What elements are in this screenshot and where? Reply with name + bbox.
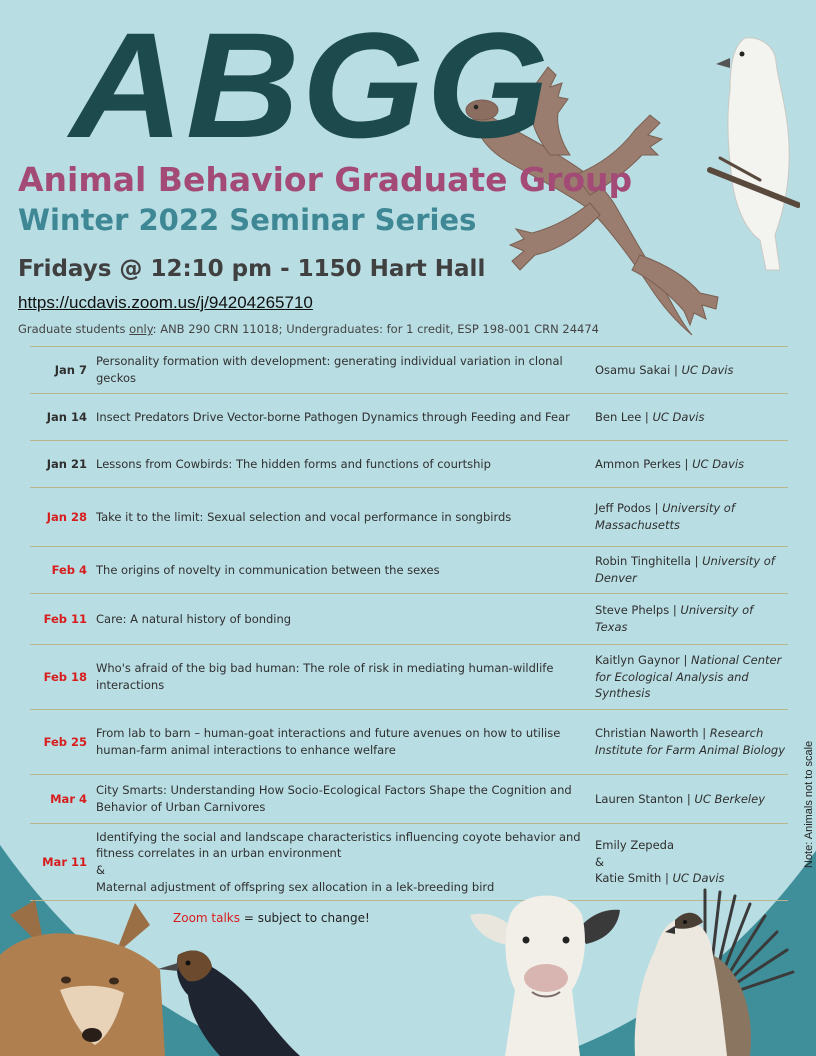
- speaker: Osamu Sakai | UC Davis: [595, 362, 734, 377]
- schedule-row: [30, 440, 788, 487]
- speaker: Robin Tinghitella | University of Denver: [595, 554, 775, 585]
- talk-date: Feb 18: [43, 669, 87, 684]
- talk-date: Feb 4: [51, 562, 87, 577]
- schedule-row: [30, 709, 788, 774]
- talk-title: From lab to barn – human-goat interactions and future avenues on how to utilise human-farm animal interactions to enhance welfare: [96, 726, 561, 757]
- speaker-name: Robin Tinghitella: [595, 554, 691, 569]
- talk-date: Jan 14: [46, 409, 87, 424]
- schedule-row: [30, 546, 788, 593]
- schedule-row: [30, 487, 788, 546]
- speaker: Jeff Podos | University of Massachusetts: [595, 501, 735, 532]
- speaker-affiliation: National Center for Ecological Analysis and Synthesis: [595, 652, 782, 701]
- speaker-affiliation: UC Davis: [681, 362, 734, 377]
- talk-title: Who's afraid of the big bad human: The role of risk in mediating human-wildlife interactions: [96, 661, 554, 692]
- talk-title: The origins of novelty in communication between the sexes: [96, 562, 440, 577]
- speaker-name: Lauren Stanton: [595, 791, 684, 806]
- talk-date: Jan 21: [46, 456, 87, 471]
- schedule-row: [30, 774, 788, 823]
- talk-title: City Smarts: Understanding How Socio-Ecological Factors Shape the Cognition and Behavior of Urban Carnivores: [96, 783, 572, 814]
- speaker: Steve Phelps | University of Texas: [595, 603, 754, 634]
- speaker-name: Osamu Sakai: [595, 362, 671, 377]
- speaker-affiliation: UC Davis: [692, 456, 745, 471]
- speaker-name: Jeff Podos: [595, 501, 651, 516]
- talk-date: Jan 7: [54, 362, 87, 377]
- speaker-affiliation: UC Davis: [672, 871, 725, 886]
- zoom-link[interactable]: https://ucdavis.zoom.us/j/94204265710: [18, 293, 313, 312]
- talk-title-amp: &: [96, 863, 105, 877]
- speaker-affiliation: UC Berkeley: [694, 791, 766, 806]
- talk-date: Feb 11: [43, 611, 87, 626]
- talk-date: Mar 4: [50, 791, 87, 806]
- speaker: Kaitlyn Gaynor | National Center for Ecological Analysis and Synthesis: [595, 652, 782, 701]
- speaker-name: Steve Phelps: [595, 603, 670, 618]
- schedule-row: [30, 393, 788, 440]
- footnote-rest: = subject to change!: [240, 911, 370, 925]
- speaker: Christian Naworth | Research Institute for Farm Animal Biology: [595, 726, 786, 757]
- goat-icon: [460, 870, 630, 1056]
- talk-title-a: Identifying the social and landscape characteristics influencing coyote behavior and fitness correlates in an urban environment: [96, 829, 581, 861]
- enroll-rest: : ANB 290 CRN 11018; Undergraduates: for 1 credit, ESP 198-001 CRN 24474: [152, 322, 599, 336]
- talk-title: Care: A natural history of bonding: [96, 611, 292, 626]
- speaker-affiliation: University of Massachusetts: [595, 501, 735, 532]
- white-bird-icon: [690, 30, 800, 280]
- speaker: Lauren Stanton | UC Berkeley: [595, 791, 766, 806]
- speaker-amp: &: [595, 854, 604, 869]
- series-title: Winter 2022 Seminar Series: [18, 203, 477, 237]
- speaker-affiliation: Research Institute for Farm Animal Biology: [595, 726, 786, 757]
- talk-date: Mar 11: [42, 854, 87, 869]
- talk-title: Insect Predators Drive Vector-borne Pathogen Dynamics through Feeding and Fear: [96, 409, 570, 424]
- sage-grouse-icon: [615, 880, 795, 1056]
- enroll-prefix: Graduate students: [18, 322, 130, 336]
- talk-title: Personality formation with development: generating individual variation in clonal geckos: [96, 354, 563, 385]
- enrollment-info: [18, 322, 599, 336]
- talk-date: Jan 28: [46, 509, 87, 524]
- speaker-affiliation: UC Davis: [652, 409, 705, 424]
- speaker-name: Ammon Perkes: [595, 456, 681, 471]
- speaker: Ben Lee | UC Davis: [595, 409, 705, 424]
- speaker-affiliation: University of Texas: [595, 603, 754, 634]
- venue-time: Fridays @ 12:10 pm - 1150 Hart Hall: [18, 256, 486, 282]
- talk-title: Take it to the limit: Sexual selection and vocal performance in songbirds: [96, 509, 512, 524]
- speaker-name: Ben Lee: [595, 409, 642, 424]
- footnote: [173, 911, 370, 925]
- talk-date: Feb 25: [43, 734, 87, 749]
- speaker: Emily Zepeda & Katie Smith | UC Davis: [595, 837, 788, 887]
- talk-title: Lessons from Cowbirds: The hidden forms and functions of courtship: [96, 456, 491, 471]
- speaker-affiliation: University of Denver: [595, 554, 775, 585]
- schedule-row: [30, 593, 788, 644]
- side-note: Note: Animals not to scale: [803, 740, 815, 868]
- schedule-row: [30, 346, 788, 393]
- speaker-name: Christian Naworth: [595, 726, 699, 741]
- schedule-row: [30, 644, 788, 709]
- speaker-name-b: Katie Smith: [595, 871, 662, 886]
- schedule-table: [30, 346, 788, 901]
- speaker-name-a: Emily Zepeda: [595, 837, 674, 852]
- talk-title-b: Maternal adjustment of offspring sex allocation in a lek-breeding bird: [96, 879, 495, 894]
- group-name: Animal Behavior Graduate Group: [18, 160, 633, 199]
- speaker-name: Kaitlyn Gaynor: [595, 652, 680, 667]
- logo: ABGG: [70, 1, 551, 169]
- footnote-zoom-word: Zoom talks: [173, 911, 241, 925]
- speaker: Ammon Perkes | UC Davis: [595, 456, 745, 471]
- enroll-only: only: [129, 322, 153, 336]
- cowbird-icon: [150, 945, 300, 1056]
- coyote-icon: [0, 895, 165, 1056]
